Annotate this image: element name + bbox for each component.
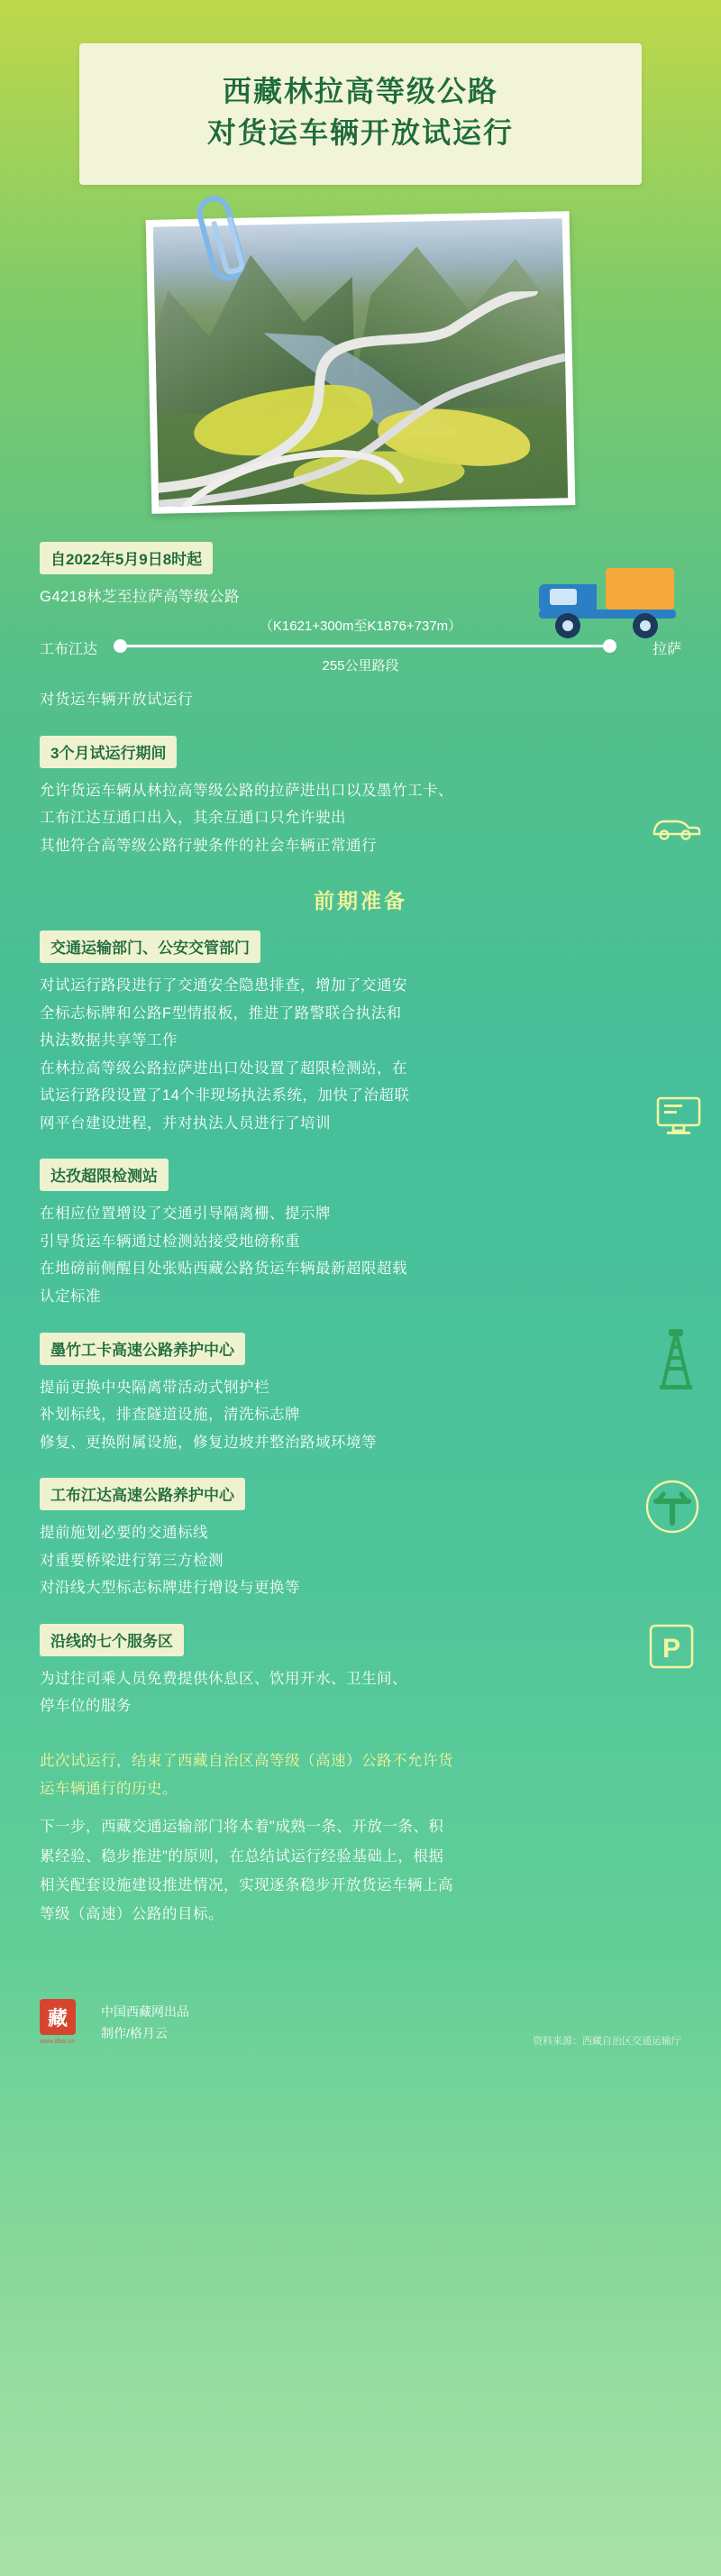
prep-dazi-line-3: 在地磅前侧醒目处张贴西藏公路货运车辆最新超限超载 — [40, 1260, 407, 1278]
prep-mzgk-line-3: 修复、更换附属设施，修复边坡并整治路域环境等 — [40, 1434, 377, 1451]
prep-transport-line-4: 在林拉高等级公路拉萨进出口处设置了超限检测站，在 — [40, 1059, 407, 1077]
route-end-label: 拉萨 — [652, 642, 681, 658]
content-area — [0, 542, 721, 1720]
photo-frame — [146, 211, 576, 514]
prep-transport-line-6: 网平台建设进程，并对执法人员进行了培训 — [40, 1114, 331, 1132]
prep-dazi-line-2: 引导货运车辆通过检测站接受地磅称重 — [40, 1233, 300, 1250]
prep-block-dazi-station — [40, 1159, 681, 1310]
logo-url: www.tibet.cn — [40, 2039, 76, 2046]
closing-paragraph-2: 累经验、稳步推进"的原则，在总结试运行经验基础上，根据 — [40, 1847, 444, 1865]
trial-line-1: 允许货运车辆从林拉高等级公路的拉萨进出口以及墨竹工卡、 — [40, 782, 453, 799]
road-name: G4218林芝至拉萨高等级公路 — [40, 588, 241, 605]
footer-text — [101, 2002, 189, 2045]
trial-period-tag: 3个月试运行期间 — [40, 736, 177, 768]
closing-paragraph-3: 相关配套设施建设推进情况，实现逐条稳步开放货运车辆上高 — [40, 1876, 453, 1893]
infographic-page — [0, 43, 721, 2084]
trial-line-3: 其他符合高等级公路行驶条件的社会车辆正常通行 — [40, 837, 377, 854]
footer — [0, 1976, 721, 2084]
prep-transport-line-2: 全标志标牌和公路F型情报板，推进了路警联合执法和 — [40, 1004, 402, 1022]
highway-shape — [154, 290, 568, 506]
effective-date-tag: 自2022年5月9日8时起 — [40, 542, 213, 574]
prep-service-line-2: 停车位的服务 — [40, 1698, 132, 1715]
monitor-icon — [654, 1095, 703, 1141]
prep-block-gongbujiangda — [40, 1478, 681, 1602]
prep-block-mozhugongka-tag: 墨竹工卡高速公路养护中心 — [40, 1333, 245, 1365]
street-lamp-icon — [654, 1327, 698, 1395]
route-start-label: 工布江达 — [40, 642, 98, 658]
prep-transport-line-1: 对试运行路段进行了交通安全隐患排查，增加了交通安 — [40, 977, 407, 995]
prep-block-transport-tag: 交通运输部门、公安交管部门 — [40, 930, 260, 963]
footer-producer: 中国西藏网出品 — [101, 2004, 189, 2020]
footer-author: 制作/格月云 — [101, 2026, 168, 2041]
prep-gbjd-line-2: 对重要桥梁进行第三方检测 — [40, 1552, 224, 1569]
closing-paragraph-1: 下一步，西藏交通运输部门将本着"成熟一条、开放一条、积 — [40, 1819, 444, 1836]
route-diagram — [40, 616, 681, 683]
prep-block-mozhugongka — [40, 1333, 681, 1457]
prep-gbjd-line-1: 提前施划必要的交通标线 — [40, 1525, 208, 1542]
svg-text:P: P — [662, 1633, 681, 1664]
prep-block-gongbujiangda-tag: 工布江达高速公路养护中心 — [40, 1478, 245, 1510]
route-end-dot — [603, 639, 616, 653]
parking-icon — [647, 1622, 696, 1675]
prep-transport-line-5: 试运行路段设置了14个非现场执法系统，加快了治超联 — [40, 1087, 410, 1105]
title-card — [79, 43, 642, 185]
section-title-preparation: 前期准备 — [314, 889, 407, 913]
prep-dazi-line-1: 在相应位置增设了交通引导隔离栅、提示牌 — [40, 1205, 331, 1223]
prep-dazi-line-4: 认定标准 — [40, 1288, 101, 1305]
prep-mzgk-line-1: 提前更换中央隔离带活动式钢护栏 — [40, 1379, 269, 1396]
page-title-line1: 西藏林拉高等级公路 — [222, 75, 498, 107]
prep-block-dazi-tag: 达孜超限检测站 — [40, 1159, 169, 1191]
prep-block-service-areas — [40, 1624, 681, 1720]
logo-seal: 藏 — [40, 1999, 76, 2035]
prep-mzgk-line-2: 补划标线，排查隧道设施，清洗标志牌 — [40, 1407, 300, 1424]
trial-period-block — [40, 736, 681, 860]
closing-highlight-1: 此次试运行，结束了西藏自治区高等级（高速）公路不允许货 — [40, 1752, 453, 1769]
effective-note: 对货运车辆开放试运行 — [40, 692, 193, 709]
route-start-dot — [114, 639, 127, 653]
prep-transport-line-3: 执法数据共享等工作 — [40, 1032, 178, 1050]
closing-section — [0, 1747, 721, 1929]
car-icon — [651, 810, 701, 845]
route-line — [126, 645, 604, 647]
closing-highlight-2: 运车辆通行的历史。 — [40, 1780, 178, 1797]
footer-source: 资料来源：西藏自治区交通运输厅 — [533, 2036, 681, 2048]
prep-service-line-1: 为过往司乘人员免费提供休息区、饮用开水、卫生间、 — [40, 1670, 407, 1687]
closing-paragraph-4: 等级（高速）公路的目标。 — [40, 1905, 224, 1922]
trial-line-2: 工布江达互通口出入，其余互通口只允许驶出 — [40, 810, 346, 827]
road-sign-icon — [643, 1478, 701, 1540]
prep-block-service-areas-tag: 沿线的七个服务区 — [40, 1624, 184, 1656]
prep-block-transport — [40, 930, 681, 1137]
page-title-line2: 对货运车辆开放试运行 — [206, 116, 514, 150]
tibet-logo — [40, 1999, 88, 2048]
prep-gbjd-line-3: 对沿线大型标志标牌进行增设与更换等 — [40, 1580, 300, 1597]
route-length-label: 255公里路段 — [322, 658, 399, 674]
route-km-range: （K1621+300m至K1876+737m） — [259, 619, 462, 635]
